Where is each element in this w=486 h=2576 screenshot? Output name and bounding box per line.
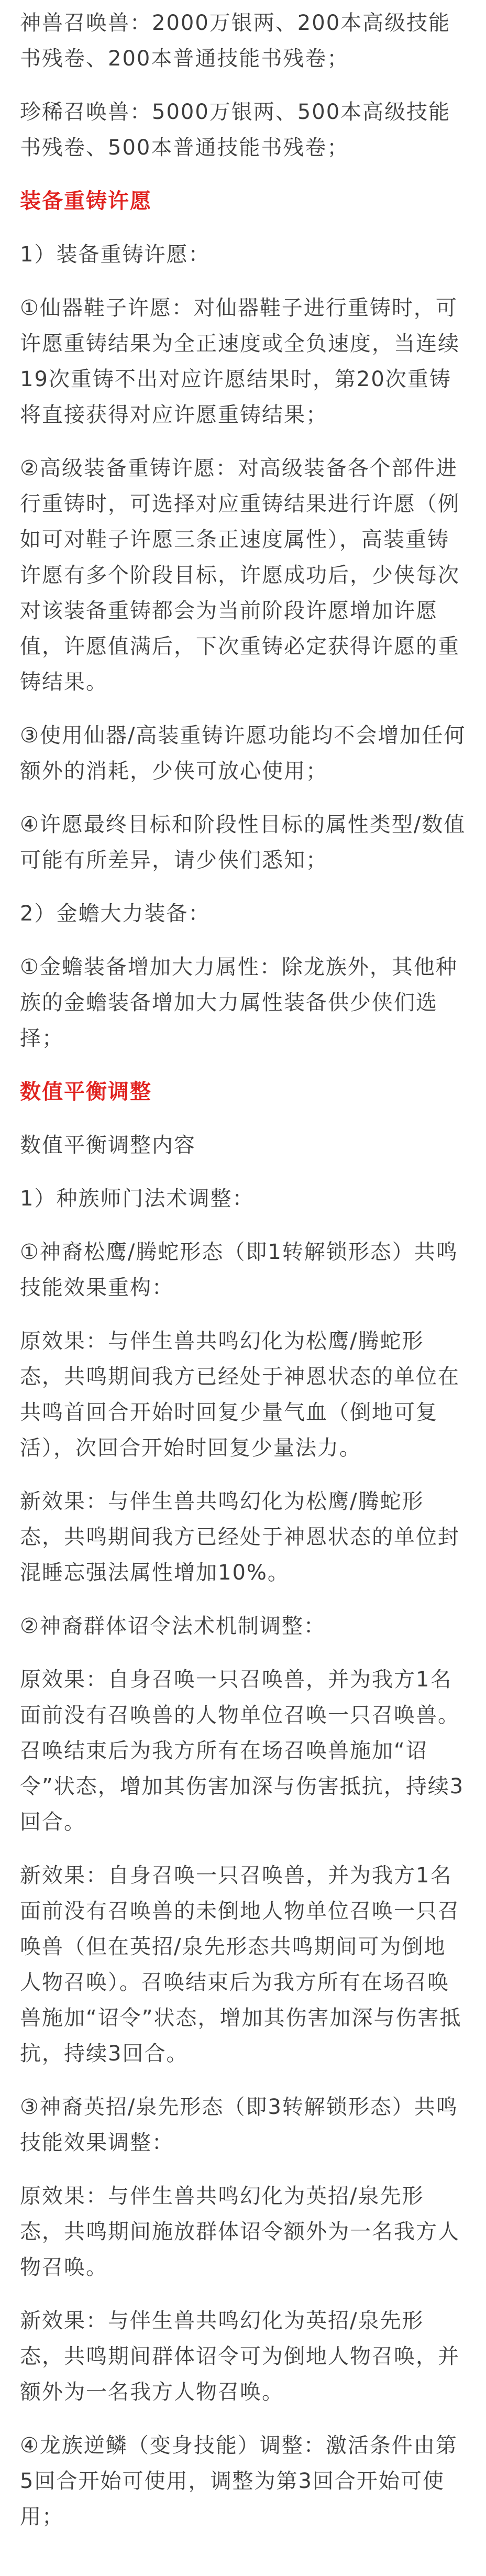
paragraph-pine-eagle-new-effect: 新效果：与伴生兽共鸣幻化为松鹰/腾蛇形态，共鸣期间我方已经处于神恩状态的单位封混睡忘强法属性增加10%。 bbox=[20, 1489, 460, 1585]
paragraph-yingzhao-old-effect: 原效果：与伴生兽共鸣幻化为英招/泉先形态，共鸣期间施放群体诏令额外为一名我方人物召唤。 bbox=[20, 2184, 460, 2279]
paragraph-advanced-equipment-wish: ②高级装备重铸许愿：对高级装备各个部件进行重铸时，可选择对应重铸结果进行许愿（例如可对鞋子许愿三条正速度属性），高装重铸许愿有多个阶段目标，许愿成功后，少侠每次对该装备重铸都会为当前阶段许愿增加许愿值，许愿值满后，下次重铸必定获得许愿的重铸结果。 bbox=[20, 456, 460, 694]
paragraph-pine-eagle-rework: ①神裔松鹰/腾蛇形态（即1转解锁形态）共鸣技能效果重构： bbox=[20, 1240, 458, 1300]
paragraph-wish-no-extra-cost: ③使用仙器/高装重铸许愿功能均不会增加任何额外的消耗，少侠可放心使用； bbox=[20, 724, 466, 783]
paragraph-yingzhao-new-effect: 新效果：与伴生兽共鸣幻化为英招/泉先形态，共鸣期间群体诏令可为倒地人物召唤，并额外为一名我方人物召唤。 bbox=[20, 2309, 460, 2404]
paragraph-race-spell-title: 1）种族师门法术调整： bbox=[20, 1187, 255, 1211]
paragraph-yingzhao-rework: ③神裔英招/泉先形态（即3转解锁形态）共鸣技能效果调整： bbox=[20, 2095, 458, 2155]
paragraph-reforge-wish-title: 1）装备重铸许愿： bbox=[20, 243, 211, 267]
paragraph-golden-toad-strength: ①金蟾装备增加大力属性：除龙族外，其他种族的金蟾装备增加大力属性装备供少侠们选择； bbox=[20, 955, 458, 1050]
paragraph-wish-target-note: ④许愿最终目标和阶段性目标的属性类型/数值可能有所差异，请少侠们悉知； bbox=[20, 813, 466, 872]
paragraph-divine-summon-cost: 神兽召唤兽：2000万银两、200本高级技能书残卷、200本普通技能书残卷； bbox=[20, 11, 451, 71]
paragraph-immortal-shoes-wish: ①仙器鞋子许愿：对仙器鞋子进行重铸时，可许愿重铸结果为全正速度或全负速度，当连续19次重铸不出对应许愿结果时，第20次重铸将直接获得对应许愿重铸结果； bbox=[20, 296, 460, 427]
paragraph-group-decree-old-effect: 原效果：自身召唤一只召唤兽，并为我方1名面前没有召唤兽的人物单位召唤一只召唤兽。召唤结束后为我方所有在场召唤兽施加“诏令”状态，增加其伤害加深与伤害抵抗，持续3回合。 bbox=[20, 1668, 465, 1834]
section-heading-balance-adjustment: 数值平衡调整 bbox=[20, 1080, 152, 1104]
paragraph-dragon-scale-adjustment: ④龙族逆鳞（变身技能）调整：激活条件由第5回合开始可使用，调整为第3回合开始可使用； bbox=[20, 2434, 458, 2529]
paragraph-group-decree-new-effect: 新效果：自身召唤一只召唤兽，并为我方1名面前没有召唤兽的未倒地人物单位召唤一只召唤兽（但在英招/泉先形态共鸣期间可为倒地人物召唤）。召唤结束后为我方所有在场召唤兽施加“诏令”状态，增加其伤害加深与伤害抵抗，持续3回合。 bbox=[20, 1864, 462, 2066]
paragraph-group-decree-title: ②神裔群体诏令法术机制调整： bbox=[20, 1614, 326, 1638]
paragraph-balance-intro: 数值平衡调整内容 bbox=[20, 1133, 196, 1157]
paragraph-pine-eagle-old-effect: 原效果：与伴生兽共鸣幻化为松鹰/腾蛇形态，共鸣期间我方已经处于神恩状态的单位在共鸣首回合开始时回复少量气血（倒地可复活），次回合开始时回复少量法力。 bbox=[20, 1329, 460, 1460]
paragraph-golden-toad-title: 2）金蟾大力装备： bbox=[20, 902, 211, 926]
paragraph-rare-summon-cost: 珍稀召唤兽：5000万银两、500本高级技能书残卷、500本普通技能书残卷； bbox=[20, 100, 451, 160]
section-heading-equipment-reforge-wish: 装备重铸许愿 bbox=[20, 189, 152, 213]
